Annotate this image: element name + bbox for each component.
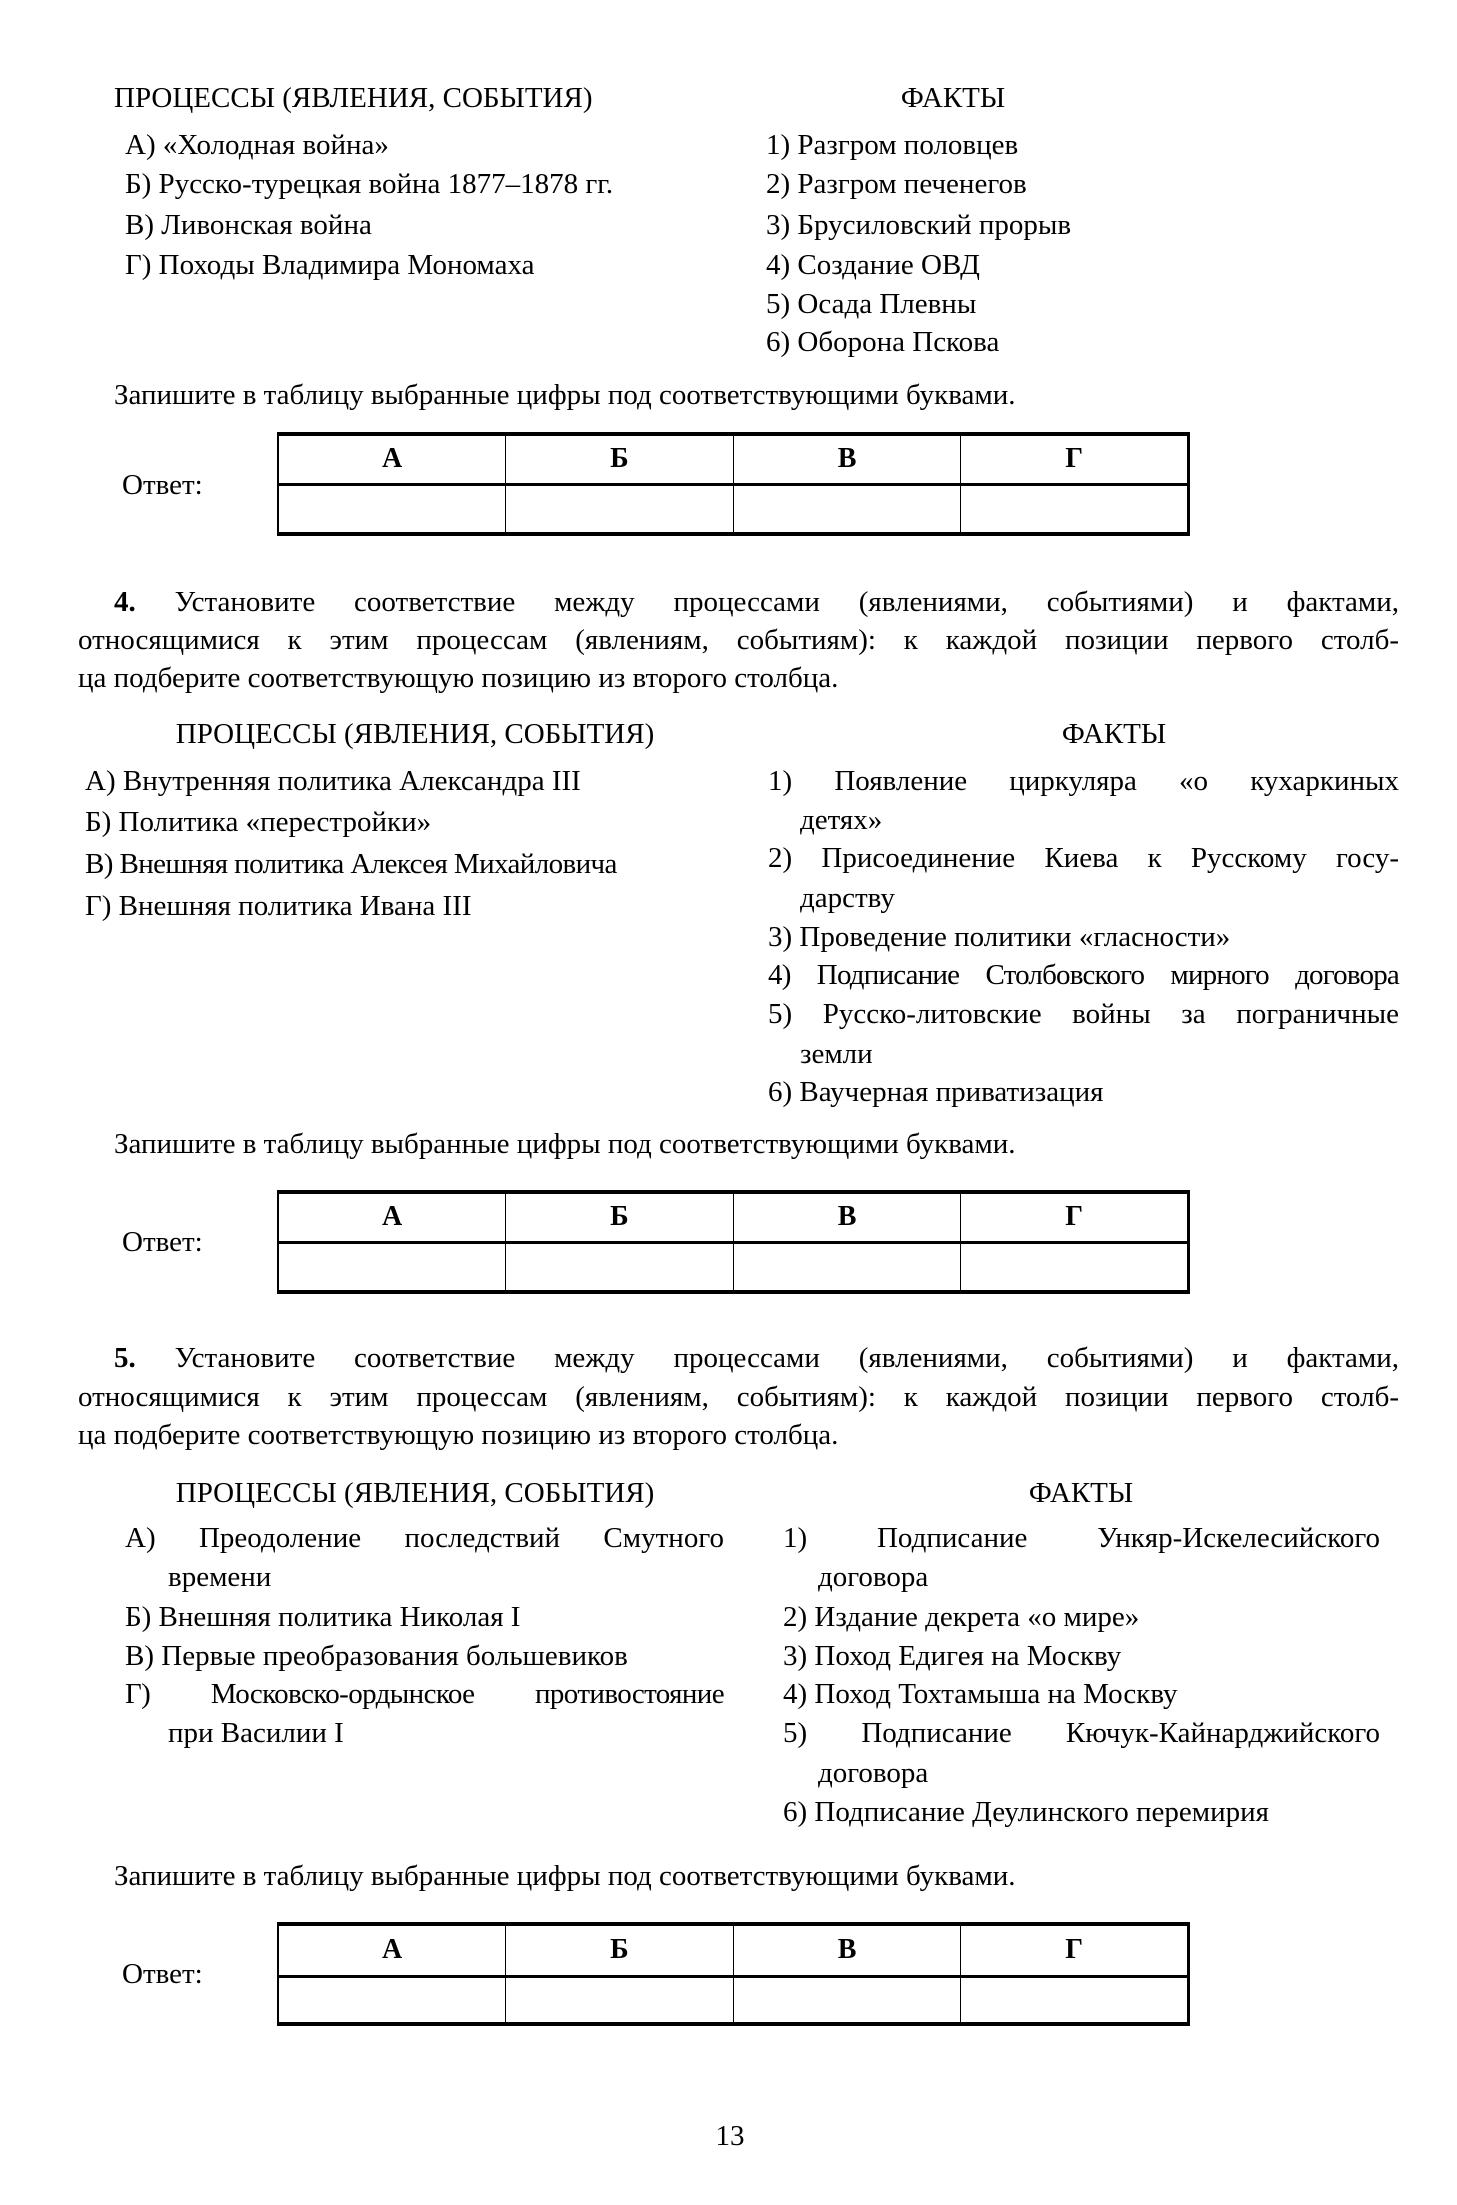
fact-item: 3) Брусиловский прорыв	[766, 209, 1072, 241]
answer-label: Ответ:	[122, 1226, 203, 1258]
process-item: А) Внутренняя политика Александра III	[85, 765, 581, 797]
answer-label: Ответ:	[122, 1958, 203, 1990]
process-item: Б) Русско-турецкая война 1877–1878 гг.	[125, 168, 614, 200]
fact-item-continuation: договора	[818, 1757, 929, 1789]
answer-cell-a[interactable]	[278, 1976, 506, 2024]
process-item: А) «Холодная война»	[125, 129, 389, 161]
answer-table	[277, 432, 1190, 536]
fact-item: 1) Появление циркуляра «о кухаркиных	[768, 765, 1399, 797]
task-text-line: ца подберите соответствующую позицию из второго столбца.	[78, 662, 839, 694]
answer-cell-v[interactable]	[733, 484, 961, 534]
answer-cell-v[interactable]	[733, 1242, 961, 1292]
column-header-b: Б	[506, 1924, 734, 1976]
processes-column-header: ПРОЦЕССЫ (ЯВЛЕНИЯ, СОБЫТИЯ)	[175, 718, 655, 750]
task-text-line	[114, 583, 1399, 621]
fact-item: 2) Присоединение Киева к Русскому госу-	[768, 842, 1399, 874]
column-header-a: А	[278, 1192, 506, 1242]
column-header-v: В	[733, 1924, 961, 1976]
instruction-text: Запишите в таблицу выбранные цифры под соответствующими буквами.	[114, 1128, 1016, 1160]
fact-item: 5) Русско-литовские войны за пограничные	[768, 998, 1399, 1030]
fact-item: 4) Поход Тохтамыша на Москву	[783, 1678, 1178, 1710]
fact-item: 1) Разгром половцев	[766, 129, 1019, 161]
task-number: 4.	[114, 586, 136, 618]
task-text-line: относящимися к этим процессам (явлениям, событиям): к каждой позиции первого столб-	[78, 624, 1399, 656]
answer-table	[277, 1190, 1190, 1294]
processes-column-header: ПРОЦЕССЫ (ЯВЛЕНИЯ, СОБЫТИЯ)	[175, 1477, 655, 1509]
fact-item: 4) Создание ОВД	[766, 249, 980, 281]
facts-column-header: ФАКТЫ	[1061, 718, 1167, 750]
fact-item: 2) Издание декрета «о мире»	[783, 1601, 1140, 1633]
column-header-b: Б	[506, 1192, 734, 1242]
task-text-line	[114, 1339, 1399, 1377]
task-text-line: ца подберите соответствующую позицию из второго столбца.	[78, 1419, 839, 1451]
fact-item-continuation: земли	[800, 1038, 873, 1070]
fact-item: 6) Подписание Деулинского перемирия	[783, 1796, 1269, 1828]
answer-cell-g[interactable]	[961, 1242, 1189, 1292]
fact-item-continuation: договора	[818, 1561, 929, 1593]
processes-column-header: ПРОЦЕССЫ (ЯВЛЕНИЯ, СОБЫТИЯ)	[114, 82, 593, 114]
fact-item: 6) Оборона Пскова	[766, 326, 1000, 358]
task-text-line: относящимися к этим процессам (явлениям, событиям): к каждой позиции первого столб-	[78, 1381, 1399, 1413]
column-header-g: Г	[961, 434, 1189, 484]
process-item: В) Ливонская война	[125, 209, 372, 241]
process-item-continuation: времени	[168, 1561, 272, 1593]
column-header-a: А	[278, 1924, 506, 1976]
process-item-continuation: при Василии I	[168, 1717, 344, 1749]
answer-label: Ответ:	[122, 469, 203, 501]
answer-cell-a[interactable]	[278, 484, 506, 534]
task-text: Установите соответствие между процессами (явлениями, событиями) и фактами,	[174, 586, 1399, 618]
answer-cell-g[interactable]	[961, 484, 1189, 534]
facts-column-header: ФАКТЫ	[900, 82, 1006, 114]
fact-item: 5) Осада Плевны	[766, 288, 977, 320]
instruction-text: Запишите в таблицу выбранные цифры под соответствующими буквами.	[114, 379, 1016, 411]
column-header-v: В	[733, 1192, 961, 1242]
task-number: 5.	[114, 1342, 136, 1374]
fact-item-continuation: дарству	[800, 882, 895, 914]
answer-cell-b[interactable]	[506, 1976, 734, 2024]
column-header-a: А	[278, 434, 506, 484]
answer-table	[277, 1922, 1190, 2026]
fact-item-continuation: детях»	[800, 804, 883, 836]
process-item: Г) Внешняя политика Ивана III	[85, 890, 472, 922]
process-item: А) Преодоление последствий Смутного	[125, 1522, 724, 1554]
task-text: Установите соответствие между процессами (явлениями, событиями) и фактами,	[174, 1342, 1399, 1374]
answer-cell-a[interactable]	[278, 1242, 506, 1292]
process-item: Г) Походы Владимира Мономаха	[125, 249, 535, 281]
answer-cell-g[interactable]	[961, 1976, 1189, 2024]
column-header-g: Г	[961, 1924, 1189, 1976]
column-header-g: Г	[961, 1192, 1189, 1242]
answer-cell-b[interactable]	[506, 1242, 734, 1292]
fact-item: 2) Разгром печенегов	[766, 168, 1027, 200]
facts-column-header: ФАКТЫ	[1028, 1477, 1134, 1509]
fact-item: 3) Поход Едигея на Москву	[783, 1640, 1122, 1672]
process-item: В) Первые преобразования большевиков	[125, 1640, 628, 1672]
fact-item: 4) Подписание Столбовского мирного договора	[768, 959, 1399, 991]
answer-cell-v[interactable]	[733, 1976, 961, 2024]
fact-item: 5) Подписание Кючук-Кайнарджийского	[783, 1717, 1380, 1749]
process-item: Г) Московско-ордынское противостояние	[125, 1678, 724, 1710]
fact-item: 1) Подписание Ункяр-Искелесийского	[783, 1522, 1380, 1554]
process-item: В) Внешняя политика Алексея Михайловича	[85, 848, 617, 880]
page-number: 13	[715, 2120, 745, 2152]
fact-item: 3) Проведение политики «гласности»	[768, 921, 1231, 953]
fact-item: 6) Ваучерная приватизация	[768, 1076, 1104, 1108]
answer-cell-b[interactable]	[506, 484, 734, 534]
column-header-v: В	[733, 434, 961, 484]
process-item: Б) Внешняя политика Николая I	[125, 1601, 521, 1633]
column-header-b: Б	[506, 434, 734, 484]
process-item: Б) Политика «перестройки»	[85, 806, 432, 838]
instruction-text: Запишите в таблицу выбранные цифры под соответствующими буквами.	[114, 1860, 1016, 1892]
